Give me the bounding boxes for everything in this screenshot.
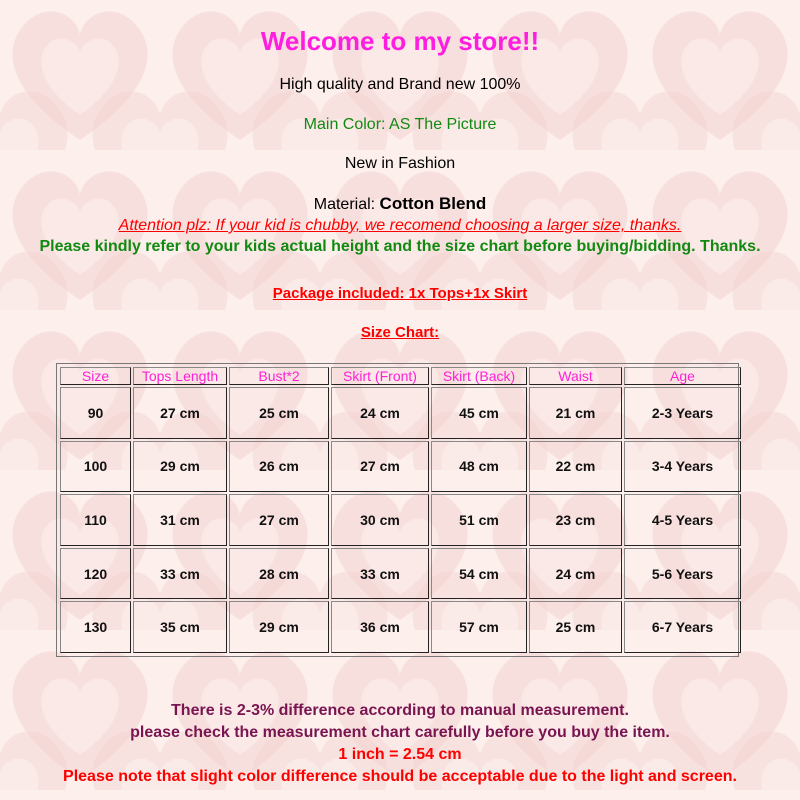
size-chart-heading: Size Chart:	[360, 324, 440, 341]
table-cell: 27 cm	[229, 494, 329, 546]
table-cell: 36 cm	[331, 601, 429, 653]
refer-size-note: Please kindly refer to your kids actual height and the size chart before buying/bidding. Thanks.	[39, 238, 761, 255]
table-header-row	[60, 367, 741, 385]
table-cell: 48 cm	[431, 441, 527, 493]
inch-conversion-note: 1 inch = 2.54 cm	[338, 746, 462, 763]
table-cell: 23 cm	[529, 494, 622, 546]
table-row	[60, 548, 741, 600]
table-cell: 90	[60, 387, 131, 439]
table-cell: 26 cm	[229, 441, 329, 493]
table-cell: 3-4 Years	[624, 441, 741, 493]
table-cell: 54 cm	[431, 548, 527, 600]
table-cell: 22 cm	[529, 441, 622, 493]
table-cell: 24 cm	[331, 387, 429, 439]
size-chart-table-frame	[56, 363, 739, 657]
table-cell: 28 cm	[229, 548, 329, 600]
table-cell: 30 cm	[331, 494, 429, 546]
material-label: Material:	[313, 196, 380, 213]
table-cell: 21 cm	[529, 387, 622, 439]
table-row	[60, 387, 741, 439]
quality-text: High quality and Brand new 100%	[279, 76, 521, 93]
table-row	[60, 601, 741, 653]
package-included: Package included: 1x Tops+1x Skirt	[272, 285, 528, 302]
table-cell: 29 cm	[133, 441, 227, 493]
table-cell: 120	[60, 548, 131, 600]
table-row	[60, 441, 741, 493]
size-chart-table	[58, 365, 743, 655]
header-cell: Tops Length	[133, 367, 227, 385]
table-cell: 33 cm	[133, 548, 227, 600]
table-cell: 35 cm	[133, 601, 227, 653]
color-difference-note: Please note that slight color difference should be acceptable due to the light and screen.	[63, 768, 737, 785]
table-cell: 45 cm	[431, 387, 527, 439]
table-cell: 5-6 Years	[624, 548, 741, 600]
material-value: Cotton Blend	[379, 194, 487, 213]
fashion-text: New in Fashion	[344, 155, 456, 172]
table-cell: 27 cm	[331, 441, 429, 493]
header-cell: Waist	[529, 367, 622, 385]
table-cell: 24 cm	[529, 548, 622, 600]
table-cell: 25 cm	[229, 387, 329, 439]
measurement-difference-note: There is 2-3% difference according to manual measurement.	[171, 702, 629, 719]
material-text	[0, 194, 800, 214]
check-chart-note: please check the measurement chart carefully before you buy the item.	[130, 724, 670, 741]
attention-note: Attention plz: If your kid is chubby, we recomend choosing a larger size, thanks.	[118, 217, 682, 234]
header-cell: Skirt (Back)	[431, 367, 527, 385]
store-welcome-title: Welcome to my store!!	[260, 26, 540, 56]
table-cell: 4-5 Years	[624, 494, 741, 546]
table-cell: 29 cm	[229, 601, 329, 653]
table-row	[60, 494, 741, 546]
table-cell: 130	[60, 601, 131, 653]
table-cell: 51 cm	[431, 494, 527, 546]
table-cell: 25 cm	[529, 601, 622, 653]
table-cell: 57 cm	[431, 601, 527, 653]
table-cell: 33 cm	[331, 548, 429, 600]
table-cell: 110	[60, 494, 131, 546]
table-cell: 2-3 Years	[624, 387, 741, 439]
main-color-text: Main Color: AS The Picture	[303, 116, 497, 133]
header-cell: Bust*2	[229, 367, 329, 385]
header-cell: Skirt (Front)	[331, 367, 429, 385]
header-cell: Age	[624, 367, 741, 385]
header-cell: Size	[60, 367, 131, 385]
table-cell: 100	[60, 441, 131, 493]
table-cell: 6-7 Years	[624, 601, 741, 653]
table-cell: 31 cm	[133, 494, 227, 546]
table-cell: 27 cm	[133, 387, 227, 439]
